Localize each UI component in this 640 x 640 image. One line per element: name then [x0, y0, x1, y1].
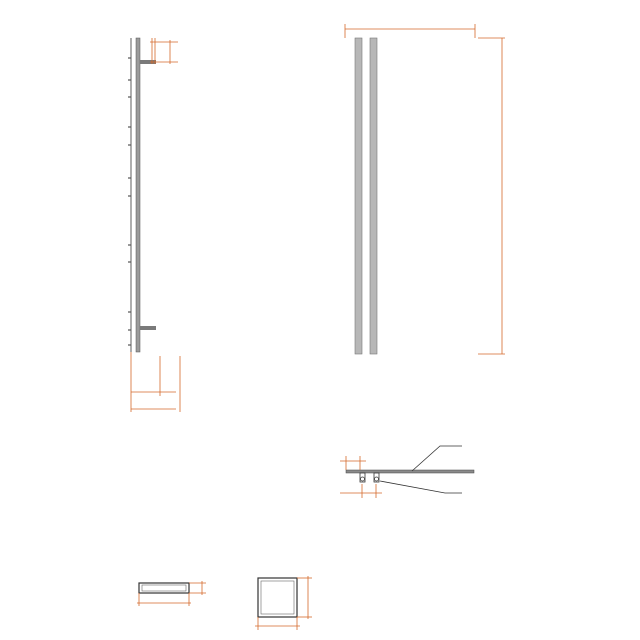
front-pipe-right — [370, 38, 377, 354]
front-pipe-left — [355, 38, 362, 354]
section-a — [137, 581, 206, 606]
plan-view — [340, 446, 474, 498]
wall-ticks — [128, 58, 131, 345]
side-pipe — [136, 38, 140, 352]
front-view — [345, 24, 505, 354]
section-b — [255, 576, 312, 630]
section-a-profile — [139, 583, 189, 593]
side-view — [128, 38, 180, 412]
bottom-bracket — [140, 326, 156, 330]
plan-bar — [346, 470, 474, 473]
section-b-profile — [258, 578, 297, 617]
